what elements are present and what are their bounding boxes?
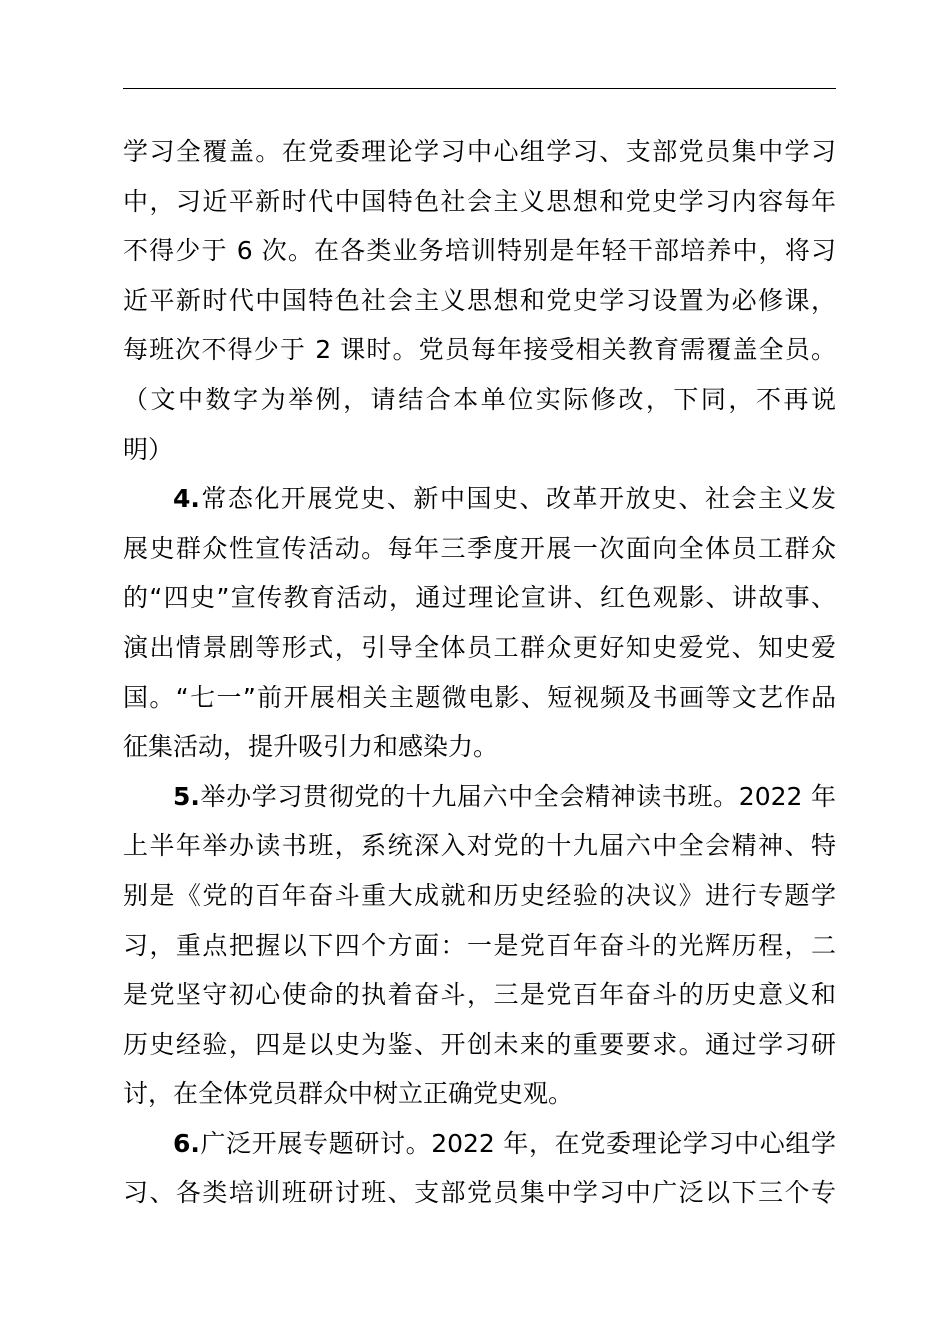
paragraph-first-line <box>123 1119 836 1169</box>
text-line: 明） <box>123 434 174 464</box>
paragraph-first-line <box>123 772 836 822</box>
text-line: 征集活动，提升吸引力和感染力。 <box>123 732 499 762</box>
item-heading-text: 广泛开展专题研讨。2022 年，在党委理论学习中心组学 <box>199 1128 836 1158</box>
text-line: 讨，在全体党员群众中树立正确党史观。 <box>123 1079 574 1109</box>
text-line: 别是《党的百年奋斗重大成就和历史经验的决议》进行专题学 <box>123 880 836 910</box>
header-rule <box>123 88 836 89</box>
text-line: 近平新时代中国特色社会主义思想和党史学习设置为必修课， <box>123 285 836 315</box>
text-line: 学习全覆盖。在党委理论学习中心组学习、支部党员集中学习 <box>123 137 836 166</box>
text-line: 习，重点把握以下四个方面：一是党百年奋斗的光辉历程，二 <box>123 930 836 960</box>
text-line: 上半年举办读书班，系统深入对党的十九届六中全会精神、特 <box>123 831 836 861</box>
item-heading-text: 常态化开展党史、新中国史、改革开放史、社会主义发 <box>199 484 836 514</box>
text-line: 是党坚守初心使命的执着奋斗，三是党百年奋斗的历史意义和 <box>123 980 836 1010</box>
text-line: （文中数字为举例，请结合本单位实际修改，下同，不再说 <box>123 384 836 414</box>
paragraph-first-line <box>123 474 836 524</box>
text-line: 不得少于 6 次。在各类业务培训特别是年轻干部培养中，将习 <box>123 236 836 266</box>
item-heading-text: 举办学习贯彻党的十九届六中全会精神读书班。2022 年 <box>199 781 836 811</box>
item-number: 6. <box>173 1128 200 1158</box>
text-line: 中，习近平新时代中国特色社会主义思想和党史学习内容每年 <box>123 186 836 216</box>
item-number: 4. <box>173 484 200 514</box>
text-line: 国。“七一”前开展相关主题微电影、短视频及书画等文艺作品 <box>123 682 836 712</box>
text-line: 历史经验，四是以史为鉴、开创未来的重要要求。通过学习研 <box>123 1029 836 1059</box>
text-line: 展史群众性宣传活动。每年三季度开展一次面向全体员工群众 <box>123 533 836 563</box>
text-line: 习、各类培训班研讨班、支部党员集中学习中广泛以下三个专 <box>123 1178 836 1208</box>
text-line: 每班次不得少于 2 课时。党员每年接受相关教育需覆盖全员。 <box>123 335 836 365</box>
text-line: 的“四史”宣传教育活动，通过理论宣讲、红色观影、讲故事、 <box>123 583 836 613</box>
item-number: 5. <box>173 781 200 811</box>
text-line: 演出情景剧等形式，引导全体员工群众更好知史爱党、知史爱 <box>123 632 836 662</box>
document-body <box>123 127 836 1218</box>
